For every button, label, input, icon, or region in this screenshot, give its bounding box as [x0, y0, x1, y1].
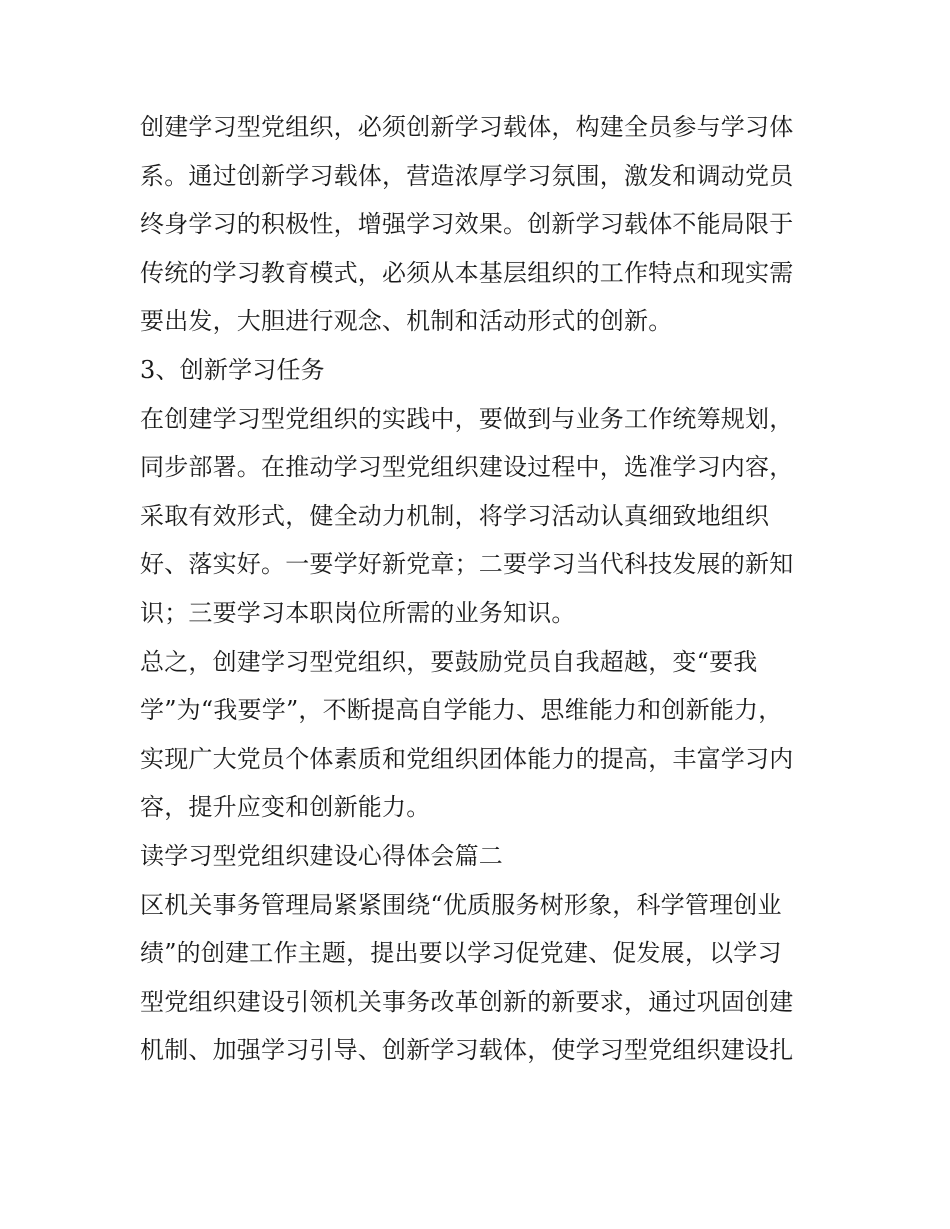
text-line: 采取有效形式，健全动力机制，将学习活动认真细致地组织	[140, 501, 770, 530]
article-title: 读学习型党组织建设心得体会篇二	[140, 841, 503, 870]
text-line: 学”为“我要学”，不断提高自学能力、思维能力和创新能力，	[140, 696, 783, 725]
text-line: 好、落实好。一要学好新党章；二要学习当代科技发展的新知	[140, 550, 794, 579]
text-line: 在创建学习型党组织的实践中，要做到与业务工作统筹规划，	[140, 404, 794, 433]
text-line: 识；三要学习本职岗位所需的业务知识。	[140, 598, 576, 627]
text-line: 创建学习型党组织，必须创新学习载体，构建全员参与学习体	[140, 113, 794, 141]
section-heading: 3、创新学习任务	[140, 355, 325, 384]
text-line: 总之，创建学习型党组织，要鼓励党员自我超越，变“要我	[140, 647, 758, 676]
document-body	[140, 103, 820, 1075]
text-line: 区机关事务管理局紧紧围绕“优质服务树形象，科学管理创业	[140, 890, 782, 919]
text-line: 实现广大党员个体素质和党组织团体能力的提高，丰富学习内	[140, 744, 794, 773]
text-line: 型党组织建设引领机关事务改革创新的新要求，通过巩固创建	[140, 987, 794, 1016]
text-line: 同步部署。在推动学习型党组织建设过程中，选准学习内容，	[140, 453, 794, 482]
text-line: 要出发，大胆进行观念、机制和活动形式的创新。	[140, 307, 673, 336]
text-line: 传统的学习教育模式，必须从本基层组织的工作特点和现实需	[140, 258, 794, 287]
text-line: 系。通过创新学习载体，营造浓厚学习氛围，激发和调动党员	[140, 161, 794, 190]
text-line: 终身学习的积极性，增强学习效果。创新学习载体不能局限于	[140, 210, 794, 239]
text-line: 容，提升应变和创新能力。	[140, 793, 431, 822]
text-line: 机制、加强学习引导、创新学习载体，使学习型党组织建设扎	[140, 1036, 794, 1065]
text-line: 绩”的创建工作主题，提出要以学习促党建、促发展，以学习	[140, 939, 782, 968]
